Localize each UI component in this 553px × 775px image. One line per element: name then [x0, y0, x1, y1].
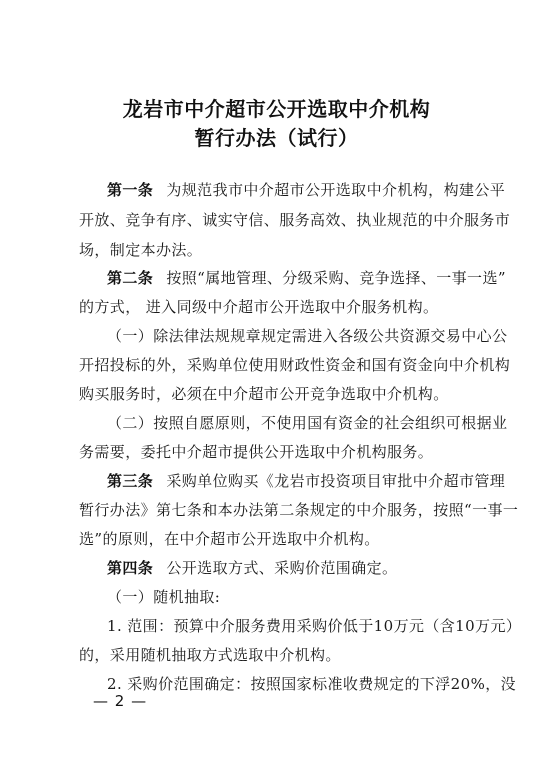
- article-4-label: 第四条: [107, 559, 154, 577]
- article-3-line-2: 暂行办法》第七条和本办法第二条规定的中介服务，按照“一事一: [79, 501, 519, 519]
- article-2-label: 第二条: [107, 269, 154, 287]
- article-2-clause-2-line-1: （二）按照自愿原则，不使用国有资金的社会组织可根据业: [107, 414, 508, 432]
- article-1-line-1: [107, 180, 506, 200]
- article-2-clause-1-line-1: （一）除法律法规规章规定需进入各级公共资源交易中心公: [107, 327, 508, 345]
- article-2-clause-1-line-2: 开招投标的外，采购单位使用财政性资金和国有资金向中介机构: [79, 356, 511, 374]
- article-4-item-2-line-1: 2. 采购价范围确定：按照国家标准收费规定的下浮20%，没: [107, 675, 517, 693]
- article-3-text: 采购单位购买《龙岩市投资项目审批中介超市管理: [166, 472, 506, 490]
- article-4-clause-1: （一）随机抽取:: [107, 588, 221, 606]
- article-2-clause-1-line-3: 购买服务时，必须在中介超市公开竞争选取中介机构。: [79, 385, 449, 403]
- article-1-line-3: 场，制定本办法。: [79, 241, 203, 259]
- article-4-item-1-line-2: 的，采用随机抽取方式选取中介机构。: [79, 646, 341, 664]
- article-2-line-1: [107, 268, 506, 288]
- document-title-line-2: 暂行办法（试行）: [194, 126, 359, 150]
- article-4-item-1-line-1: 1. 范围：预算中介服务费用采购价低于10万元（含10万元）: [107, 617, 522, 635]
- document-title-line-1: 龙岩市中介超市公开选取中介机构: [122, 97, 431, 121]
- article-1-line-2: 开放、竞争有序、诚实守信、服务高效、执业规范的中介服务市: [79, 211, 511, 229]
- article-4-line-1: [107, 558, 489, 578]
- article-3-line-1: [107, 471, 506, 491]
- article-3-label: 第三条: [107, 472, 154, 490]
- article-2-text: 按照“属地管理、分级采购、竞争选择、一事一选”: [166, 269, 506, 287]
- article-4-text: 公开选取方式、采购价范围确定。: [166, 559, 398, 577]
- article-1-label: 第一条: [107, 181, 154, 199]
- article-2-line-2: 的方式， 进入同级中介超市公开选取中介服务机构。: [79, 298, 439, 316]
- article-3-line-3: 选”的原则，在中介超市公开选取中介机构。: [79, 530, 380, 548]
- article-2-clause-2-line-2: 务需要，委托中介超市提供公开选取中介机构服务。: [79, 443, 434, 461]
- article-1-text: 为规范我市中介超市公开选取中介机构，构建公平: [166, 181, 506, 199]
- page-number: — 2 —: [93, 692, 148, 710]
